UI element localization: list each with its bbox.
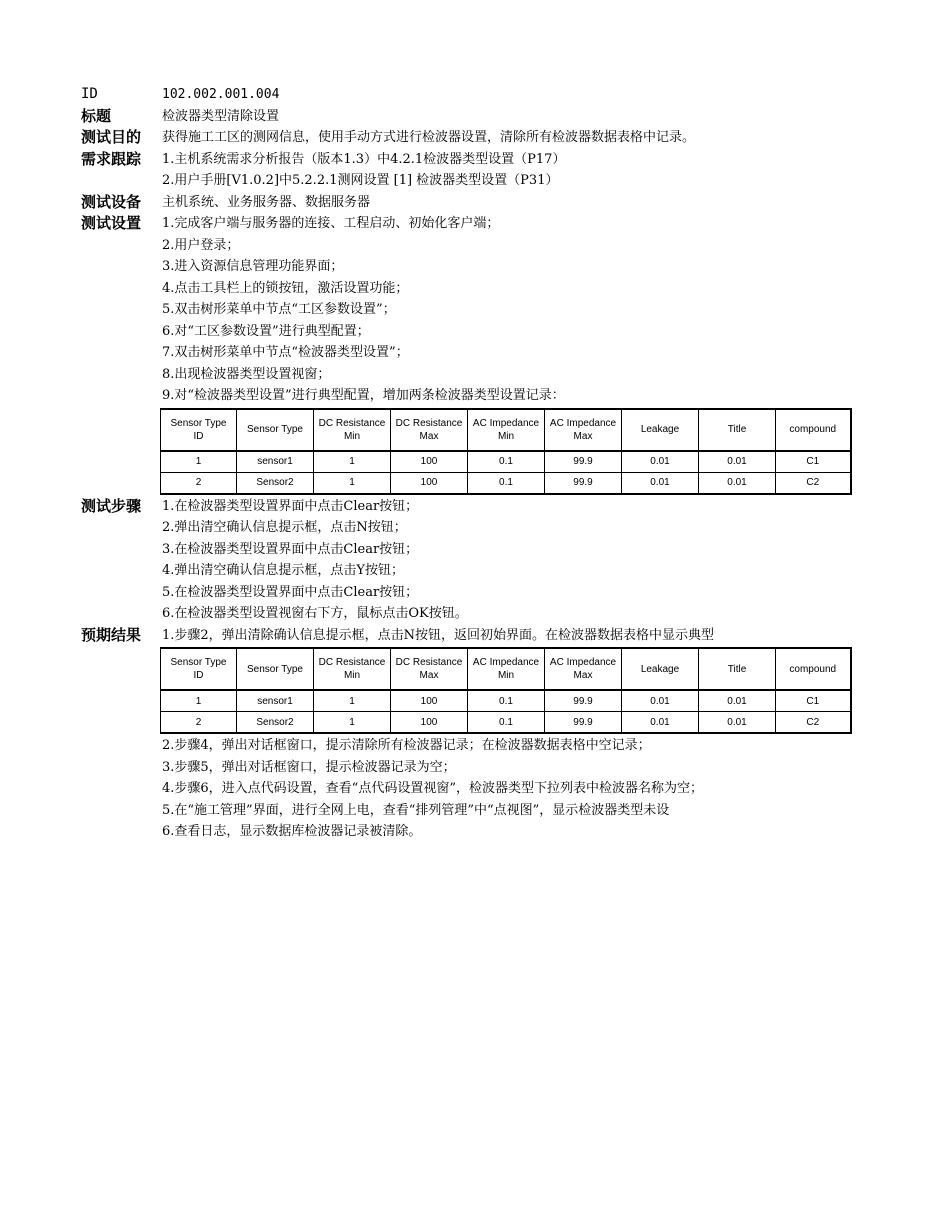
- table-row: [161, 690, 851, 712]
- equipment-row: [81, 192, 851, 214]
- steps-line: 6.在检波器类型设置视窗右下方，鼠标点击OK按钮。: [162, 606, 468, 621]
- table-cell: 0.1: [468, 472, 545, 494]
- expected-label: 预期结果: [81, 625, 142, 644]
- table-header-cell: DC Resistance Min: [314, 648, 391, 690]
- expected-line: 3.步骤5，弹出对话框窗口，提示检波器记录为空；: [162, 759, 456, 775]
- expected-sensor-table: [160, 647, 852, 734]
- table-header-cell: Sensor Type ID: [161, 409, 237, 451]
- table-header-cell: DC Resistance Max: [391, 648, 468, 690]
- test-case-document: [81, 84, 851, 843]
- setup-line: 9.对“检波器类型设置”进行典型配置，增加两条检波器类型设置记录：: [162, 388, 565, 403]
- trace-line: 1.主机系统需求分析报告（版本1.3）中4.2.1检波器类型设置（P17）: [162, 151, 566, 167]
- setup-line: 5.双击树形菜单中节点“工区参数设置”；: [162, 302, 396, 317]
- table-cell: 0.01: [622, 690, 699, 712]
- expected-line: 2.步骤4，弹出对话框窗口，提示清除所有检波器记录；在检波器数据表格中空记录；: [162, 738, 651, 753]
- steps-line: 5.在检波器类型设置界面中点击Clear按钮；: [162, 584, 419, 600]
- table-cell: 99.9: [545, 451, 622, 473]
- table-row: [161, 451, 851, 473]
- table-cell: C1: [776, 451, 851, 473]
- purpose-row: [81, 127, 851, 149]
- table-cell: Sensor2: [237, 472, 314, 494]
- equipment-value: 主机系统、业务服务器、数据服务器: [162, 194, 371, 210]
- table-cell: C2: [776, 472, 851, 494]
- expected-row: [81, 625, 851, 843]
- id-label: ID: [81, 86, 98, 102]
- setup-row: [81, 213, 851, 496]
- table-header-cell: AC Impedance Min: [468, 648, 545, 690]
- title-label: 标题: [81, 106, 112, 125]
- table-cell: sensor1: [237, 451, 314, 473]
- table-header-cell: DC Resistance Min: [314, 409, 391, 451]
- expected-line: 1.步骤2，弹出清除确认信息提示框，点击N按钮，返回初始界面。在检波器数据表格中显示典型: [162, 627, 715, 643]
- title-row: [81, 106, 851, 128]
- table-cell: 0.01: [699, 451, 776, 473]
- expected-line: 5.在“施工管理”界面，进行全网上电，查看“排列管理”中“点视图”，显示检波器类型未设: [162, 802, 670, 818]
- table-header-cell: Title: [699, 648, 776, 690]
- table-cell: C2: [776, 712, 851, 734]
- table-row: [161, 472, 851, 494]
- expected-line: 6.查看日志，显示数据库检波器记录被清除。: [162, 824, 422, 839]
- table-cell: 0.01: [699, 472, 776, 494]
- steps-line: 3.在检波器类型设置界面中点击Clear按钮；: [162, 541, 419, 557]
- steps-line: 1.在检波器类型设置界面中点击Clear按钮；: [162, 498, 419, 514]
- id-value: 102.002.001.004: [162, 87, 280, 102]
- expected-line: 4.步骤6，进入点代码设置，查看“点代码设置视窗”，检波器类型下拉列表中检波器名称为空；: [162, 781, 703, 796]
- setup-line: 3.进入资源信息管理功能界面；: [162, 259, 344, 274]
- purpose-value: 获得施工工区的测网信息，使用手动方式进行检波器设置，清除所有检波器数据表格中记录。: [162, 130, 696, 145]
- steps-line: 4.弹出清空确认信息提示框，点击Y按钮；: [162, 563, 404, 578]
- table-header-row: [161, 648, 851, 690]
- table-row: [161, 712, 851, 734]
- table-cell: 0.01: [699, 712, 776, 734]
- table-header-cell: Sensor Type ID: [161, 648, 237, 690]
- table-cell: 0.1: [468, 690, 545, 712]
- table-cell: 99.9: [545, 690, 622, 712]
- equipment-label: 测试设备: [81, 192, 142, 211]
- table-cell: Sensor2: [237, 712, 314, 734]
- table-cell: 1: [161, 690, 237, 712]
- purpose-label: 测试目的: [81, 128, 142, 146]
- table-header-cell: Sensor Type: [237, 409, 314, 451]
- table-cell: 0.01: [622, 472, 699, 494]
- table-cell: 100: [391, 690, 468, 712]
- setup-line: 7.双击树形菜单中节点“检波器类型设置”；: [162, 345, 409, 360]
- table-header-cell: AC Impedance Max: [545, 648, 622, 690]
- table-cell: 0.01: [622, 712, 699, 734]
- table-cell: 100: [391, 451, 468, 473]
- table-header-cell: Sensor Type: [237, 648, 314, 690]
- table-cell: 1: [314, 712, 391, 734]
- steps-line: 2.弹出清空确认信息提示框，点击N按钮；: [162, 520, 407, 535]
- table-header-cell: Leakage: [622, 409, 699, 451]
- table-cell: 2: [161, 712, 237, 734]
- table-header-cell: Leakage: [622, 648, 699, 690]
- title-value: 检波器类型清除设置: [162, 108, 280, 124]
- table-header-cell: compound: [776, 409, 851, 451]
- table-cell: 100: [391, 712, 468, 734]
- setup-line: 4.点击工具栏上的锁按钮，激活设置功能；: [162, 280, 409, 296]
- table-header-cell: DC Resistance Max: [391, 409, 468, 451]
- table-cell: 2: [161, 472, 237, 494]
- trace-line: 2.用户手册[V1.0.2]中5.2.2.1测网设置 [1] 检波器类型设置（P31）: [162, 173, 559, 188]
- table-header-cell: AC Impedance Max: [545, 409, 622, 451]
- steps-row: [81, 496, 851, 625]
- setup-line: 1.完成客户端与服务器的连接、工程启动、初始化客户端；: [162, 216, 500, 231]
- table-cell: 99.9: [545, 712, 622, 734]
- setup-line: 2.用户登录；: [162, 237, 240, 253]
- table-cell: 100: [391, 472, 468, 494]
- table-cell: 0.01: [699, 690, 776, 712]
- id-row: [81, 84, 851, 106]
- table-cell: 99.9: [545, 472, 622, 494]
- table-cell: 0.01: [622, 451, 699, 473]
- table-header-row: [161, 409, 851, 451]
- table-cell: 1: [161, 451, 237, 473]
- table-cell: 1: [314, 451, 391, 473]
- table-header-cell: Title: [699, 409, 776, 451]
- table-cell: sensor1: [237, 690, 314, 712]
- table-header-cell: compound: [776, 648, 851, 690]
- sensor-type-table: [160, 408, 852, 495]
- table-header-cell: AC Impedance Min: [468, 409, 545, 451]
- steps-label: 测试步骤: [81, 496, 142, 515]
- trace-row: [81, 149, 851, 192]
- trace-label: 需求跟踪: [81, 149, 142, 168]
- setup-line: 8.出现检波器类型设置视窗；: [162, 366, 331, 382]
- table-cell: 0.1: [468, 451, 545, 473]
- setup-line: 6.对“工区参数设置”进行典型配置；: [162, 323, 370, 339]
- table-cell: 0.1: [468, 712, 545, 734]
- setup-label: 测试设置: [81, 214, 142, 232]
- table-cell: C1: [776, 690, 851, 712]
- table-cell: 1: [314, 690, 391, 712]
- table-cell: 1: [314, 472, 391, 494]
